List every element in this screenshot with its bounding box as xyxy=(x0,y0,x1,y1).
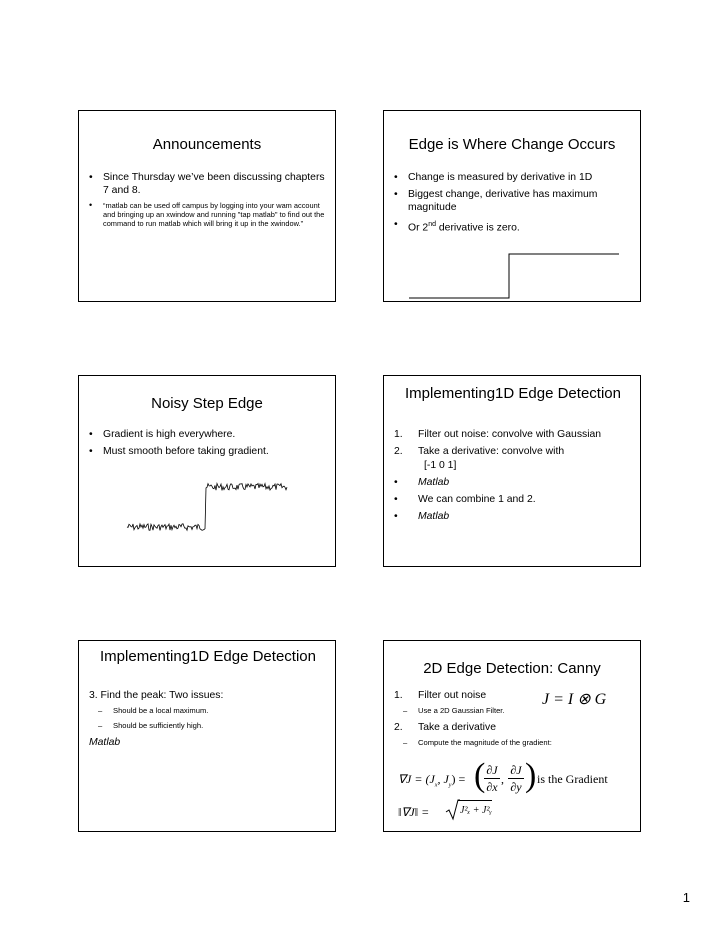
list-item: – Should be sufficiently high. xyxy=(98,721,204,730)
list-item: – Use a 2D Gaussian Filter. xyxy=(403,706,505,715)
slide-edge-change xyxy=(383,110,641,302)
list-item: • Or 2nd derivative is zero. xyxy=(394,219,520,234)
list-item: • Biggest change, derivative has maximum magnitude xyxy=(394,189,598,213)
slide-title: 2D Edge Detection: Canny xyxy=(423,660,601,677)
list-item: – Should be a local maximum. xyxy=(98,706,209,715)
bullet-list xyxy=(394,428,632,527)
noisy-step-line xyxy=(127,484,287,531)
page-number: 1 xyxy=(682,890,690,905)
step-edge-line xyxy=(409,254,619,298)
slide-2d-canny xyxy=(383,640,641,832)
bullet-list xyxy=(89,171,327,233)
slide-title: Implementing1D Edge Detection xyxy=(100,648,316,665)
list-item: • “matlab can be used off campus by logging into your wam account and bringing up an xwindow and running "tap matlab" to find out the command to run matlab which will bring it up in the xwindow.” xyxy=(89,200,325,229)
bullet-list xyxy=(394,171,632,238)
slide-noisy-step xyxy=(78,375,336,567)
list-item: • Change is measured by derivative in 1D xyxy=(394,172,593,183)
bullet-list xyxy=(89,428,327,462)
list-item: 2. Take a derivative: convolve with xyxy=(394,446,565,457)
list-item: 1. Filter out noise: convolve with Gaussian xyxy=(394,429,602,440)
slide-title: Noisy Step Edge xyxy=(151,395,263,412)
list-item: • Since Thursday we’ve been discussing chapters 7 and 8. xyxy=(89,172,325,196)
list-item: • Matlab xyxy=(394,511,450,522)
list-item: Matlab xyxy=(89,737,121,748)
slide-title: Edge is Where Change Occurs xyxy=(408,136,616,153)
list-item: • We can combine 1 and 2. xyxy=(394,494,536,505)
list-item: [-1 0 1] xyxy=(424,460,457,471)
list-item: 2. Take a derivative xyxy=(394,722,496,733)
slide-title: Implementing1D Edge Detection xyxy=(405,385,621,402)
list-item: 3. Find the peak: Two issues: xyxy=(89,690,224,701)
list-item: • Gradient is high everywhere. xyxy=(89,429,236,440)
list-item: • Must smooth before taking gradient. xyxy=(89,446,269,457)
equation-filter: J = I ⊗ G xyxy=(542,691,607,708)
list-item: – Compute the magnitude of the gradient: xyxy=(403,738,552,747)
equation-gradient: $\nabla J = (J_x$, $J_y$) = ( ∂J ∂x , ∂J ∂y ) is the Gradient xyxy=(398,757,608,794)
slide-announcements xyxy=(78,110,336,302)
list-item: • Matlab xyxy=(394,477,450,488)
step-edge-plot xyxy=(409,253,619,299)
list-item: 1. Filter out noise xyxy=(394,690,487,701)
noisy-step-plot xyxy=(127,481,287,531)
slide-implementing-1d-peak xyxy=(78,640,336,832)
bullet-list xyxy=(89,689,327,753)
slide-title: Announcements xyxy=(152,136,262,153)
slide-implementing-1d xyxy=(383,375,641,567)
equation-magnitude: ‖∇J‖ = J²ₓ + J²ᵧ xyxy=(398,799,518,823)
